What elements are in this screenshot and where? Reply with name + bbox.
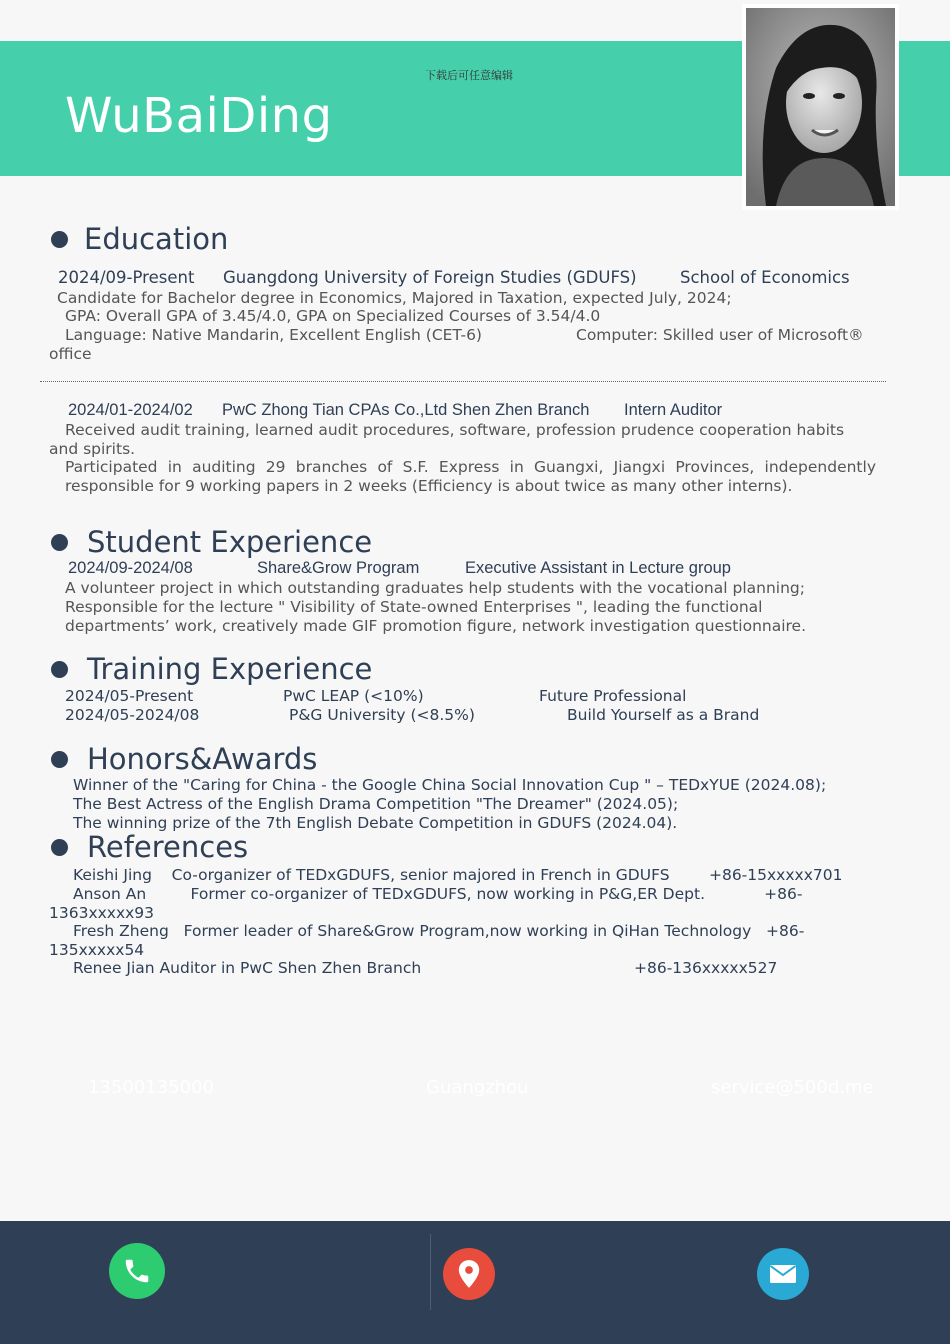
student-line: A volunteer project in which outstanding graduates help students with the vocational planning; (65, 579, 805, 597)
edu-line: office (49, 345, 92, 363)
work-line: Received audit training, learned audit procedures, software, profession prudence cooperation habits (65, 421, 845, 439)
section-bullet (51, 231, 68, 248)
reference-line: Renee Jian Auditor in PwC Shen Zhen Branch (73, 959, 422, 977)
candidate-name: WuBaiDing (65, 88, 333, 144)
work-company: PwC Zhong Tian CPAs Co.,Ltd Shen Zhen Branch (222, 401, 590, 419)
references-title: References (87, 830, 249, 864)
honors-title: Honors&Awards (87, 742, 318, 776)
edit-note: 下载后可任意编辑 (425, 69, 513, 82)
mail-glyph (769, 1264, 797, 1284)
education-title: Education (84, 222, 229, 256)
location-pin-icon (443, 1248, 495, 1300)
contact-email: service@500d.me (711, 1077, 874, 1098)
location-glyph (456, 1259, 482, 1289)
edu-dept: School of Economics (680, 268, 850, 287)
work-line: responsible for 9 working papers in 2 weeks (Efficiency is about twice as many other interns). (65, 477, 793, 495)
student-role: Executive Assistant in Lecture group (465, 559, 731, 577)
work-date: 2024/01-2024/02 (68, 401, 193, 419)
mail-icon (757, 1248, 809, 1300)
section-bullet (51, 661, 68, 678)
honor-line: The Best Actress of the English Drama Competition "The Dreamer" (2024.05); (73, 795, 679, 813)
student-org: Share&Grow Program (257, 559, 420, 577)
section-bullet (51, 534, 68, 551)
edu-line: Computer: Skilled user of Microsoft® (576, 326, 864, 344)
reference-line: Fresh Zheng Former leader of Share&Grow Program,now working in QiHan Technology +86- (73, 922, 805, 940)
student-line: Responsible for the lecture " Visibility of State-owned Enterprises ", leading the functional (65, 598, 763, 616)
honor-line: The winning prize of the 7th English Debate Competition in GDUFS (2024.04). (73, 814, 678, 832)
training-date: 2024/05-2024/08 (65, 706, 200, 724)
student-line: departments’ work, creatively made GIF promotion figure, network investigation questionnaire. (65, 617, 807, 635)
edu-line: Language: Native Mandarin, Excellent English (CET-6) (65, 326, 482, 344)
training-desc: Build Yourself as a Brand (567, 706, 760, 724)
section-bullet (51, 839, 68, 856)
reference-line: 135xxxxx54 (49, 941, 145, 959)
edu-line: Candidate for Bachelor degree in Economics, Majored in Taxation, expected July, 2024; (57, 289, 732, 307)
section-divider (40, 381, 886, 382)
honor-line: Winner of the "Caring for China - the Google China Social Innovation Cup " – TEDxYUE (2024.08); (73, 776, 827, 794)
reference-phone: +86-136xxxxx527 (634, 959, 778, 977)
work-line: Participated in auditing 29 branches of S.F. Express in Guangxi, Jiangxi Provinces, independently (65, 458, 876, 476)
training-name: PwC LEAP (<10%) (283, 687, 424, 705)
phone-glyph (122, 1256, 152, 1286)
reference-line: Anson An Former co-organizer of TEDxGDUFS, now working in P&G,ER Dept. +86- (73, 885, 803, 903)
profile-photo (742, 4, 899, 210)
work-line: and spirits. (49, 440, 136, 458)
edu-line: GPA: Overall GPA of 3.45/4.0, GPA on Specialized Courses of 3.54/4.0 (65, 307, 601, 325)
contact-city: Guangzhou (426, 1077, 529, 1098)
edu-school: Guangdong University of Foreign Studies (GDUFS) (223, 268, 637, 287)
training-name: P&G University (<8.5%) (289, 706, 475, 724)
student-date: 2024/09-2024/08 (68, 559, 193, 577)
training-desc: Future Professional (539, 687, 687, 705)
edu-date: 2024/09-Present (58, 268, 195, 287)
portrait-image (746, 8, 895, 206)
student-title: Student Experience (87, 525, 373, 559)
footer-separator (430, 1234, 431, 1310)
phone-icon (109, 1243, 165, 1299)
work-role: Intern Auditor (624, 401, 723, 419)
contact-phone: 13500135000 (88, 1077, 214, 1098)
reference-line: Keishi Jing Co-organizer of TEDxGDUFS, senior majored in French in GDUFS +86-15xxxxx701 (73, 866, 843, 884)
training-date: 2024/05-Present (65, 687, 194, 705)
section-bullet (51, 751, 68, 768)
reference-line: 1363xxxxx93 (49, 904, 155, 922)
training-title: Training Experience (87, 652, 373, 686)
